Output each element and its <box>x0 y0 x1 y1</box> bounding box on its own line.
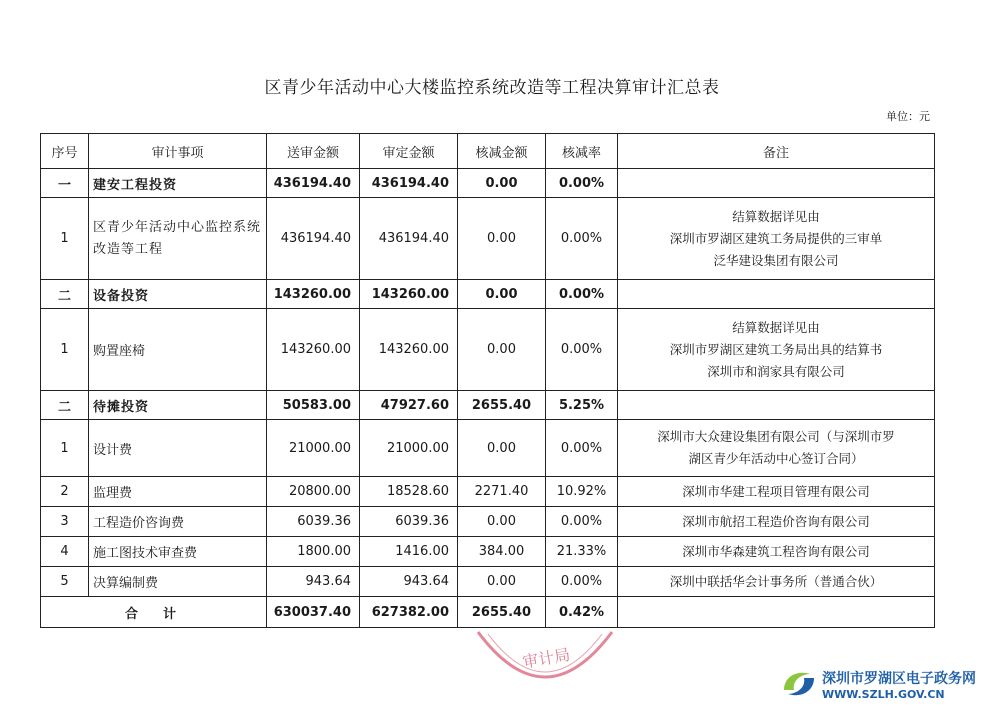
cell-submitted: 436194.40 <box>267 169 360 198</box>
cell-item: 区青少年活动中心监控系统改造等工程 <box>89 198 267 280</box>
total-reduced: 2655.40 <box>458 597 546 628</box>
cell-item: 建安工程投资 <box>89 169 267 198</box>
cell-approved: 6039.36 <box>360 507 458 537</box>
cell-rate: 0.00% <box>546 169 618 198</box>
note-line: 深圳市罗湖区建筑工务局出具的结算书 <box>669 341 883 357</box>
note-line: 泛华建设集团有限公司 <box>713 252 839 268</box>
cell-reduced: 2271.40 <box>458 477 546 507</box>
cell-reduced: 0.00 <box>458 567 546 597</box>
note-line: 湖区青少年活动中心签订合同） <box>688 451 864 466</box>
cell-approved: 21000.00 <box>360 420 458 477</box>
cell-submitted: 21000.00 <box>267 420 360 477</box>
audit-summary-table <box>40 133 935 628</box>
table-row <box>41 169 935 198</box>
cell-submitted: 143260.00 <box>267 309 360 391</box>
cell-rate: 10.92% <box>546 477 618 507</box>
svg-text:审计局: 审计局 <box>520 644 572 672</box>
note-line: 结算数据详见由 <box>732 319 820 335</box>
header-item: 审计事项 <box>89 134 267 169</box>
cell-seq: 3 <box>41 507 89 537</box>
cell-rate: 0.00% <box>546 567 618 597</box>
cell-item: 施工图技术审查费 <box>89 537 267 567</box>
page-title: 区青少年活动中心大楼监控系统改造等工程决算审计汇总表 <box>264 78 720 98</box>
cell-item: 决算编制费 <box>89 567 267 597</box>
cell-submitted: 20800.00 <box>267 477 360 507</box>
cell-note <box>618 420 935 477</box>
total-label: 合 计 <box>41 597 267 628</box>
cell-reduced: 384.00 <box>458 537 546 567</box>
cell-reduced: 0.00 <box>458 169 546 198</box>
logo-name: 深圳市罗湖区电子政务网 <box>822 671 976 687</box>
cell-seq: 4 <box>41 537 89 567</box>
cell-seq: 二 <box>41 391 89 420</box>
cell-rate: 0.00% <box>546 420 618 477</box>
cell-rate: 0.00% <box>546 280 618 309</box>
cell-reduced: 0.00 <box>458 420 546 477</box>
cell-rate: 0.00% <box>546 309 618 391</box>
cell-approved: 143260.00 <box>360 280 458 309</box>
note-line: 深圳市大众建设集团有限公司（与深圳市罗 <box>657 429 895 444</box>
cell-submitted: 143260.00 <box>267 280 360 309</box>
cell-reduced: 0.00 <box>458 507 546 537</box>
table-header-row <box>41 134 935 169</box>
cell-rate: 0.00% <box>546 198 618 280</box>
cell-rate: 5.25% <box>546 391 618 420</box>
cell-rate: 0.00% <box>546 507 618 537</box>
cell-approved: 943.64 <box>360 567 458 597</box>
cell-submitted: 50583.00 <box>267 391 360 420</box>
cell-submitted: 1800.00 <box>267 537 360 567</box>
header-seq: 序号 <box>41 134 89 169</box>
cell-item: 待摊投资 <box>89 391 267 420</box>
cell-note: 深圳市华森建筑工程咨询有限公司 <box>618 537 935 567</box>
table-row <box>41 420 935 477</box>
table-row <box>41 391 935 420</box>
cell-item: 设计费 <box>89 420 267 477</box>
cell-seq: 1 <box>41 198 89 280</box>
cell-note <box>618 309 935 391</box>
logo-swirl-icon <box>780 666 818 702</box>
table-row <box>41 537 935 567</box>
note-line: 结算数据详见由 <box>732 208 820 224</box>
cell-note <box>618 198 935 280</box>
table-row <box>41 507 935 537</box>
cell-note <box>618 391 935 420</box>
cell-item: 工程造价咨询费 <box>89 507 267 537</box>
header-reduced: 核减金额 <box>458 134 546 169</box>
cell-note <box>618 280 935 309</box>
logo-url: WWW.SZLH.GOV.CN <box>822 688 945 701</box>
total-submitted: 630037.40 <box>267 597 360 628</box>
header-approved: 审定金额 <box>360 134 458 169</box>
cell-note: 深圳中联括华会计事务所（普通合伙） <box>618 567 935 597</box>
cell-seq: 二 <box>41 280 89 309</box>
header-note: 备注 <box>618 134 935 169</box>
table-row <box>41 198 935 280</box>
cell-item: 设备投资 <box>89 280 267 309</box>
cell-approved: 47927.60 <box>360 391 458 420</box>
cell-submitted: 943.64 <box>267 567 360 597</box>
cell-submitted: 436194.40 <box>267 198 360 280</box>
total-approved: 627382.00 <box>360 597 458 628</box>
table-row <box>41 477 935 507</box>
note-line: 深圳市罗湖区建筑工务局提供的三审单 <box>669 230 883 246</box>
cell-seq: 1 <box>41 309 89 391</box>
cell-reduced: 2655.40 <box>458 391 546 420</box>
cell-note <box>618 169 935 198</box>
cell-reduced: 0.00 <box>458 309 546 391</box>
cell-approved: 18528.60 <box>360 477 458 507</box>
cell-approved: 1416.00 <box>360 537 458 567</box>
cell-item: 购置座椅 <box>89 309 267 391</box>
site-logo[interactable] <box>780 664 980 706</box>
cell-seq: 1 <box>41 420 89 477</box>
header-rate: 核减率 <box>546 134 618 169</box>
cell-rate: 21.33% <box>546 537 618 567</box>
cell-seq: 一 <box>41 169 89 198</box>
note-line: 深圳市和润家具有限公司 <box>707 363 845 379</box>
total-note <box>618 597 935 628</box>
table-row <box>41 309 935 391</box>
cell-reduced: 0.00 <box>458 280 546 309</box>
table-row <box>41 280 935 309</box>
header-submitted: 送审金额 <box>267 134 360 169</box>
total-rate: 0.42% <box>546 597 618 628</box>
cell-approved: 436194.40 <box>360 169 458 198</box>
table-row <box>41 567 935 597</box>
cell-reduced: 0.00 <box>458 198 546 280</box>
official-seal <box>470 612 620 702</box>
cell-note: 深圳市航招工程造价咨询有限公司 <box>618 507 935 537</box>
cell-approved: 436194.40 <box>360 198 458 280</box>
cell-item: 监理费 <box>89 477 267 507</box>
cell-seq: 2 <box>41 477 89 507</box>
unit-label: 单位：元 <box>886 110 930 123</box>
cell-note: 深圳市华建工程项目管理有限公司 <box>618 477 935 507</box>
cell-seq: 5 <box>41 567 89 597</box>
cell-approved: 143260.00 <box>360 309 458 391</box>
cell-submitted: 6039.36 <box>267 507 360 537</box>
